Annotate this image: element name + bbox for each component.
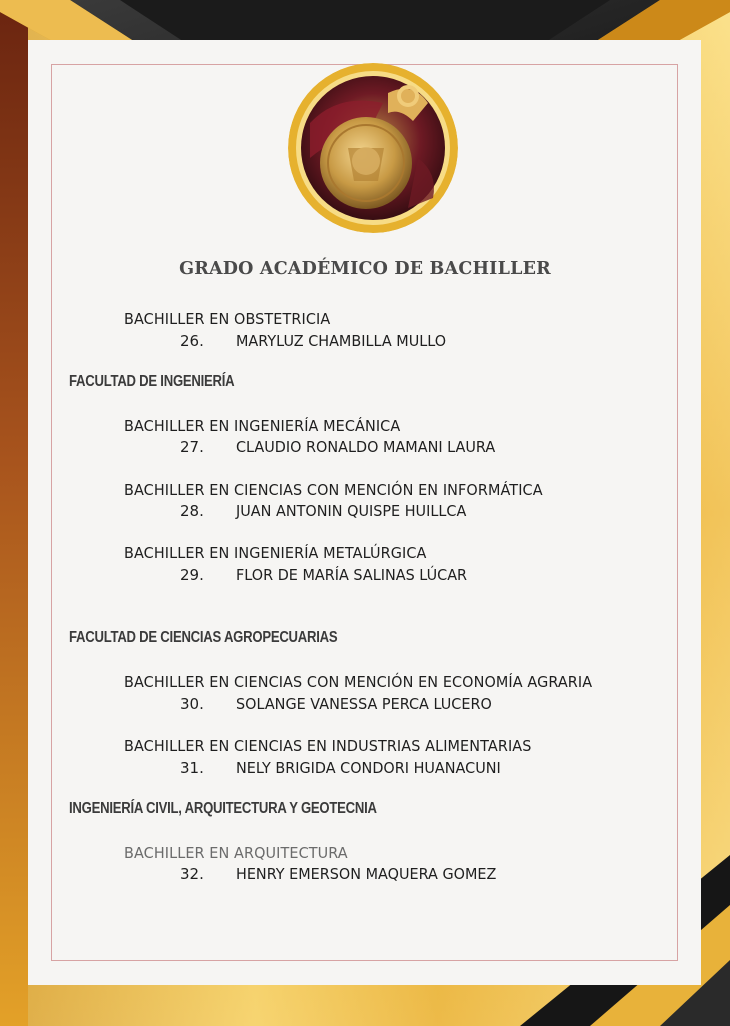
graduate-name: MARYLUZ CHAMBILLA MULLO [236, 332, 447, 350]
entry-number: 31. [180, 759, 204, 777]
entry-number: 26. [180, 332, 204, 350]
faculty-heading: FACULTAD DE CIENCIAS AGROPECUARIAS [69, 629, 338, 646]
graduate-name: CLAUDIO RONALDO MAMANI LAURA [236, 438, 496, 456]
graduate-entry [180, 332, 455, 350]
entry-number: 29. [180, 566, 204, 584]
graduate-entry [180, 759, 512, 777]
faculty-heading: FACULTAD DE INGENIERÍA [69, 373, 235, 390]
graduate-entry [180, 502, 476, 520]
faculty-heading: INGENIERÍA CIVIL, ARQUITECTURA Y GEOTECNIA [69, 800, 377, 817]
graduate-name: NELY BRIGIDA CONDORI HUANACUNI [236, 759, 501, 777]
page-title: GRADO ACADÉMICO DE BACHILLER [179, 259, 551, 279]
degree-label: BACHILLER EN ARQUITECTURA [124, 844, 348, 862]
entry-number: 32. [180, 865, 204, 883]
graduate-name: HENRY EMERSON MAQUERA GOMEZ [236, 865, 497, 883]
graduate-entry [180, 566, 477, 584]
entry-number: 28. [180, 502, 204, 520]
degree-label: BACHILLER EN INGENIERÍA METALÚRGICA [124, 544, 427, 562]
degree-label: BACHILLER EN OBSTETRICIA [124, 310, 331, 328]
degree-label: BACHILLER EN CIENCIAS CON MENCIÓN EN ECONOMÍA AGRARIA [124, 673, 593, 691]
degree-label: BACHILLER EN INGENIERÍA MECÁNICA [124, 417, 401, 435]
degree-label: BACHILLER EN CIENCIAS EN INDUSTRIAS ALIMENTARIAS [124, 737, 532, 755]
graduate-entry [180, 695, 502, 713]
entry-number: 30. [180, 695, 204, 713]
graduate-entry [180, 865, 507, 883]
graduate-name: SOLANGE VANESSA PERCA LUCERO [236, 695, 492, 713]
graduate-entry [180, 438, 506, 456]
medal-photo [288, 63, 458, 233]
degree-label: BACHILLER EN CIENCIAS CON MENCIÓN EN INFORMÁTICA [124, 481, 543, 499]
entry-number: 27. [180, 438, 204, 456]
graduate-name: JUAN ANTONIN QUISPE HUILLCA [236, 502, 467, 520]
graduate-name: FLOR DE MARÍA SALINAS LÚCAR [236, 566, 468, 584]
